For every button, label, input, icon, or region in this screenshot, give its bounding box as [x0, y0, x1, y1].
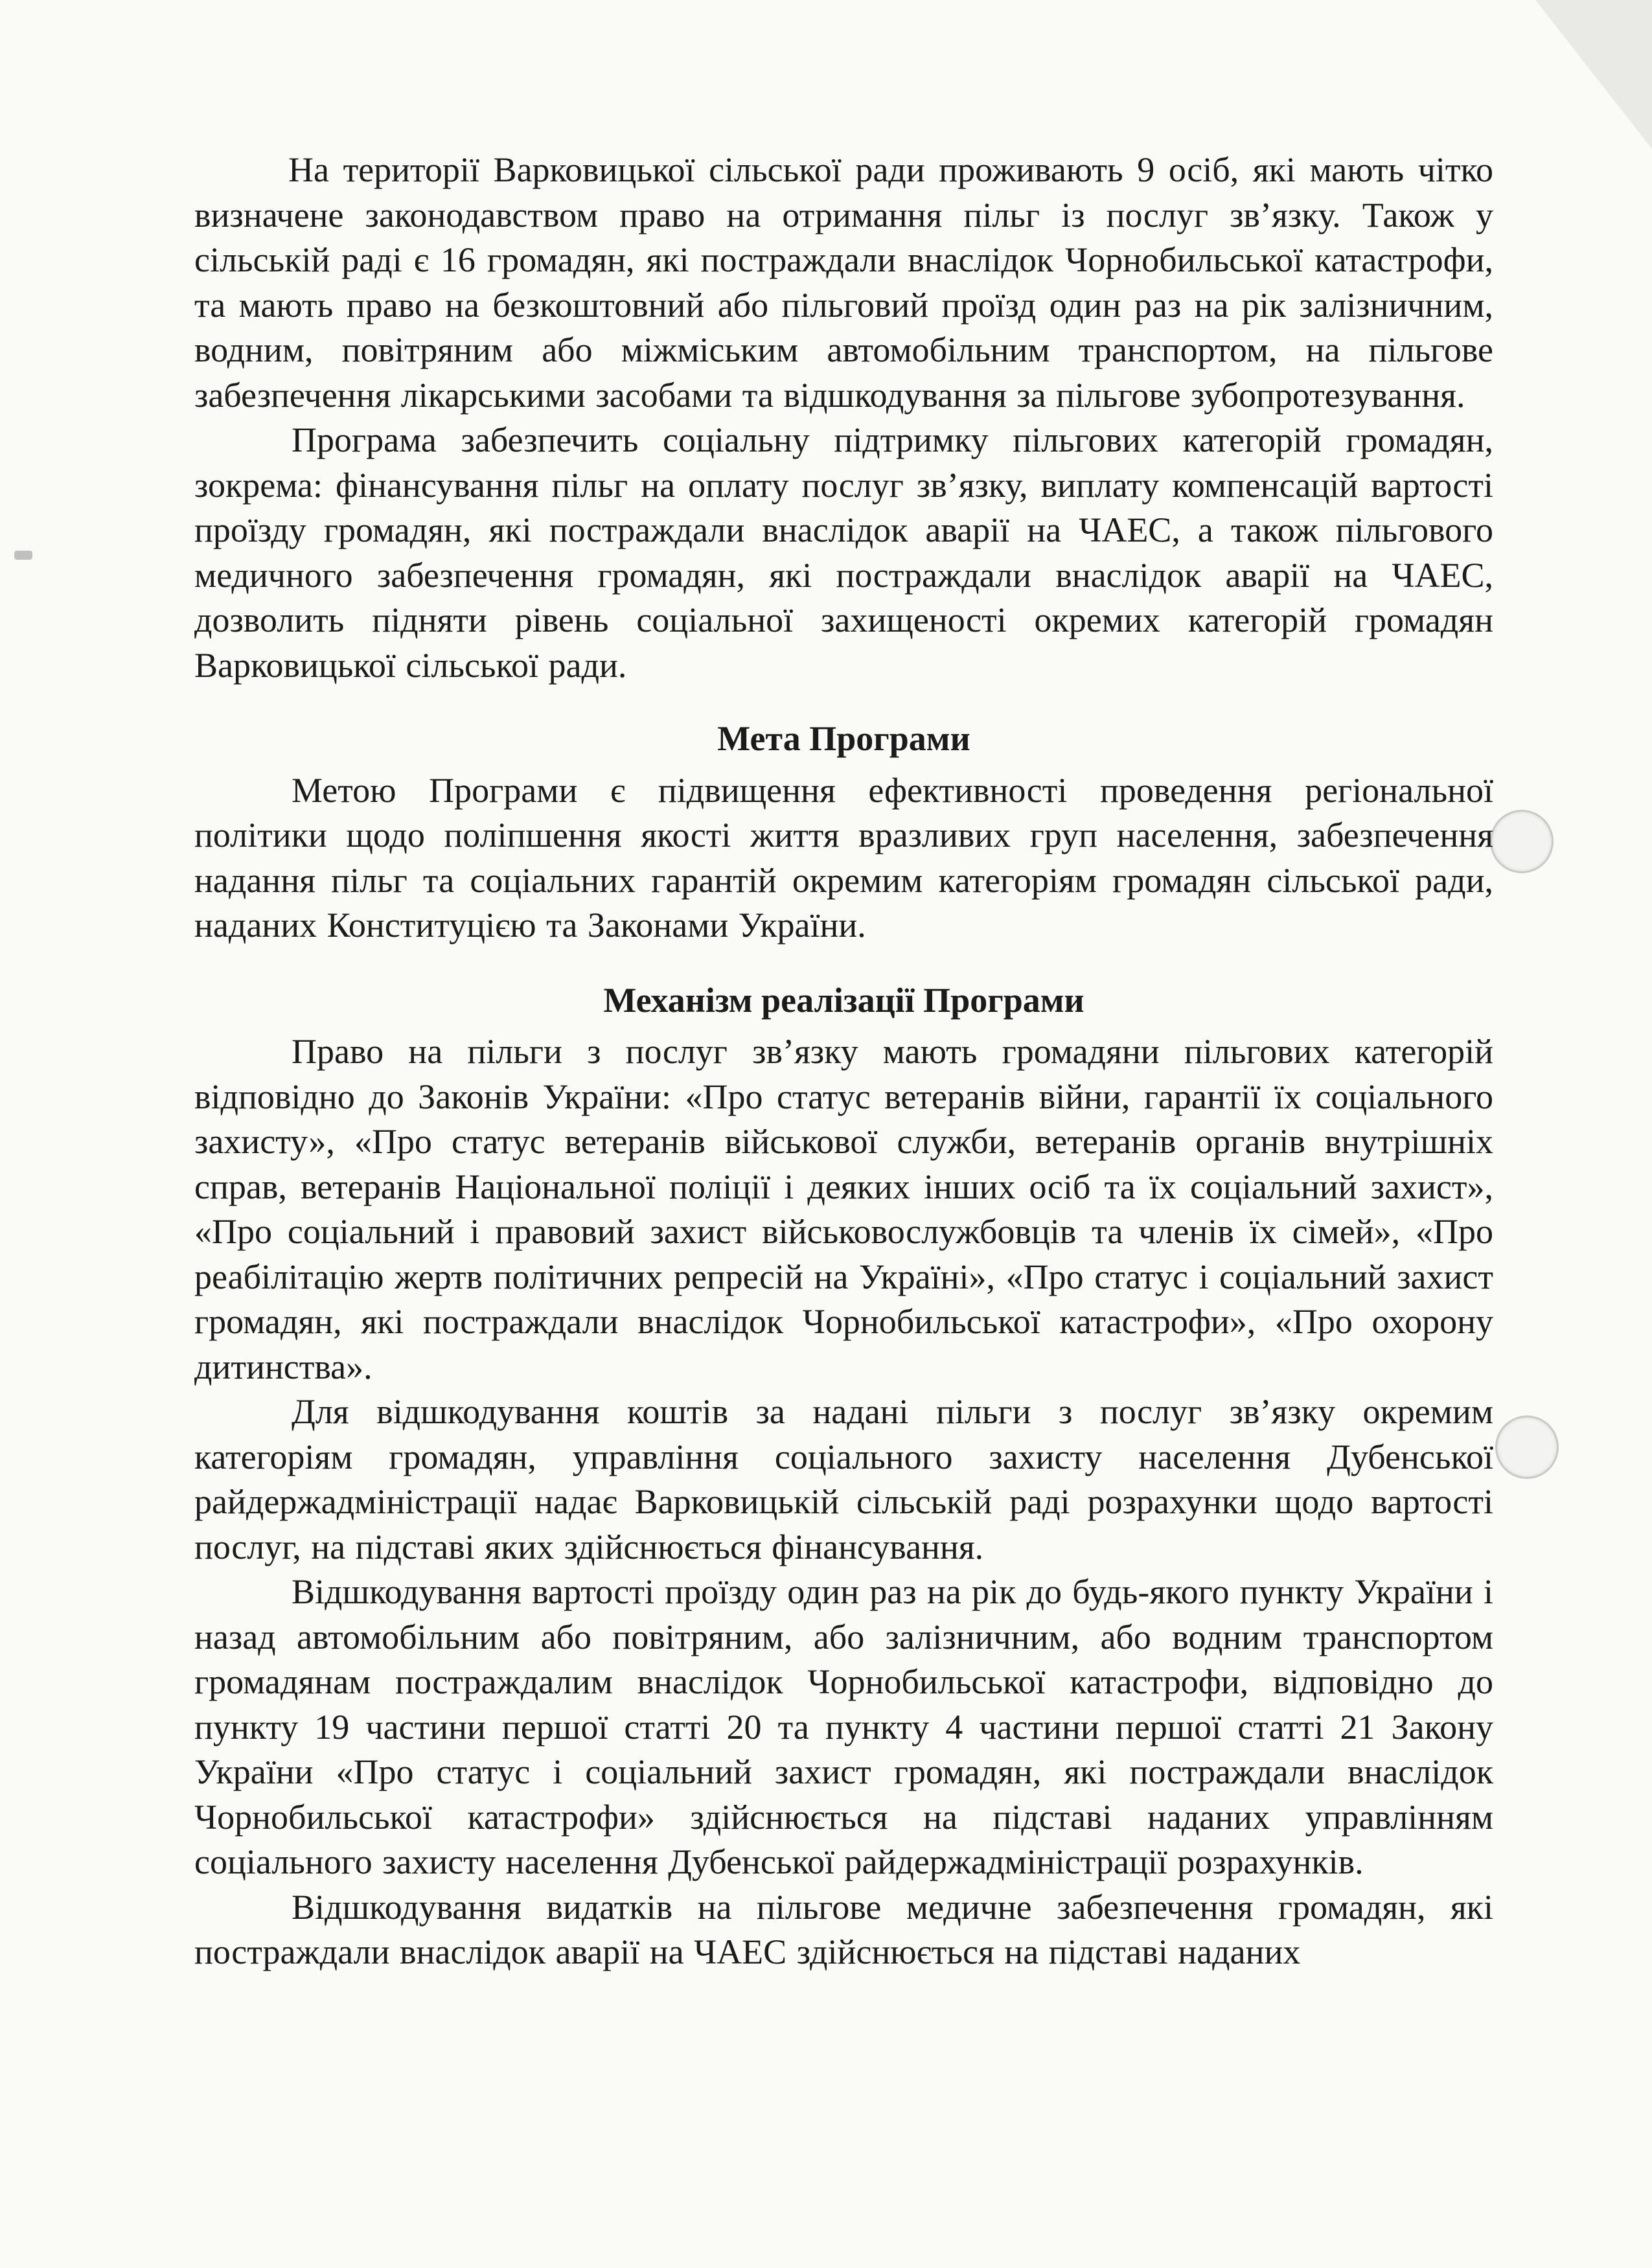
paragraph-beneficiaries: На території Варковицької сільської ради проживають 9 осіб, які мають чітко визначене законодавством право на отримання пільг із послуг зв’язку. Також у сільській раді є 16 громадян, які постраждали внаслідок Чорнобильської катастрофи, та мають право на безкоштовний або пільговий проїзд один раз на рік залізничним, водним, повітряним або міжміським автомобільним транспортом, на пільгове забезпечення лікарськими засобами та відшкодування за пільгове зубопротезування.: [194, 150, 1493, 415]
paragraph-program-goal: Метою Програми є підвищення ефективності проведення регіональної політики щодо поліпшення якості життя вразливих груп населення, забезпечення надання пільг та соціальних гарантій окремим категоріям громадян сільської ради, наданих Конституцією та Законами України.: [194, 770, 1493, 945]
scan-smudge: [14, 551, 32, 560]
heading-program-goal: Мета Програми: [717, 719, 970, 758]
paragraph-travel-compensation: Відшкодування вартості проїзду один раз на рік до будь-якого пункту України і назад автомобільним або повітряним, або залізничним, або водним транспортом громадянам постраждалим внаслідок Чорнобильської катастрофи, відповідно до пункту 19 частини першої статті 20 та пункту 4 частини першої статті 21 Закону України «Про статус і соціальний захист громадян, які постраждали внаслідок Чорнобильської катастрофи» здійснюється на підставі наданих управлінням соціального захисту населення Дубенської райдержадміністрації розрахунків.: [194, 1572, 1493, 1881]
page-corner-fold: [1535, 0, 1652, 149]
document-body: [194, 148, 1493, 1975]
paragraph-right-to-benefits: Право на пільги з послуг зв’язку мають громадяни пільгових категорій відповідно до Законів України: «Про статус ветеранів війни, гарантії їх соціального захисту», «Про статус ветеранів військової служби, ветеранів органів внутрішніх справ, ветеранів Національної поліції і деяких інших осіб та їх соціальний захист», «Про соціальний і правовий захист військовослужбовців та членів їх сімей», «Про реабілітацію жертв політичних репресій на Україні», «Про статус і соціальний захист громадян, які постраждали внаслідок Чорнобильської катастрофи», «Про охорону дитинства».: [194, 1032, 1493, 1386]
punch-hole-icon: [1495, 1415, 1559, 1479]
paragraph-reimbursement-communications: Для відшкодування коштів за надані пільги з послуг зв’язку окремим категоріям громадян, управління соціального захисту населення Дубенської райдержадміністрації надає Варковицькій сільській раді розрахунки щодо вартості послуг, на підставі яких здійснюється фінансування.: [194, 1392, 1493, 1566]
punch-hole-icon: [1490, 810, 1554, 873]
paragraph-medical-reimbursement: Відшкодування видатків на пільгове медичне забезпечення громадян, які постраждали внаслідок аварії на ЧАЕС здійснюється на підставі наданих: [194, 1887, 1493, 1971]
paragraph-program-support: Програма забезпечить соціальну підтримку пільгових категорій громадян, зокрема: фінансування пільг на оплату послуг зв’язку, виплату компенсацій вартості проїзду громадян, які постраждали внаслідок аварії на ЧАЕС, а також пільгового медичного забезпечення громадян, які постраждали внаслідок аварії на ЧАЕС, дозволить підняти рівень соціальної захищеності окремих категорій громадян Варковицької сільської ради.: [194, 420, 1493, 685]
heading-implementation-mechanism: Механізм реалізації Програми: [603, 980, 1084, 1020]
